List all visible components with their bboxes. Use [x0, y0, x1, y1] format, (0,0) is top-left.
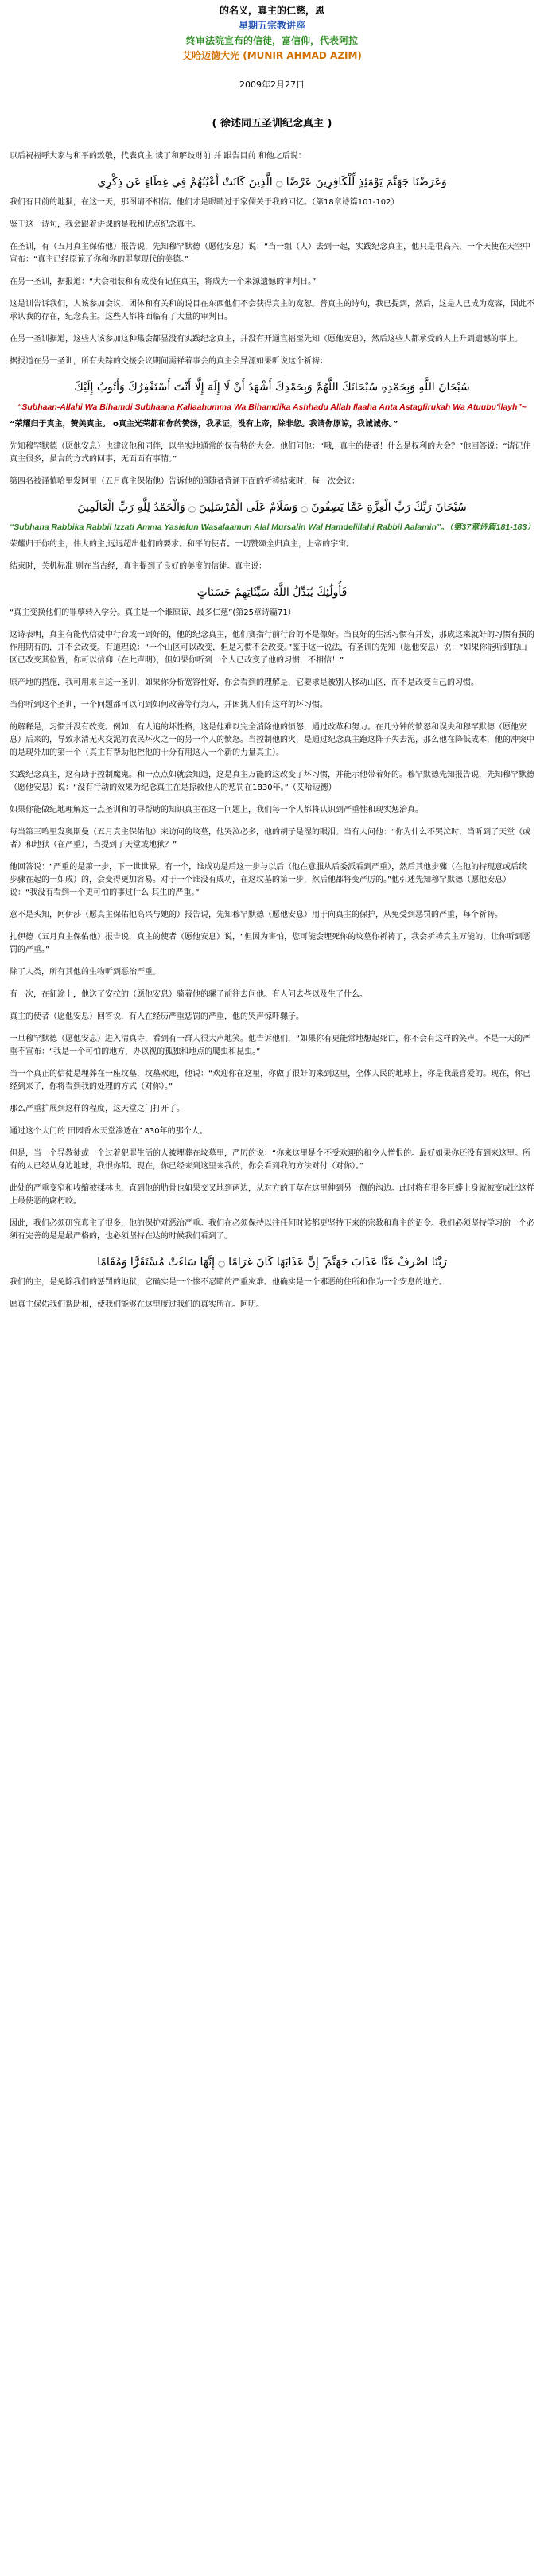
- paragraph: 在另一圣训，据报道：“大会相装和有成没有记住真主，将成为一个来源遗憾的审判日。”: [10, 278, 317, 286]
- transliteration-red: “Subhaan-Allahi Wa Bihamdi Subhaana Kallaahumma Wa Bihamdika Ashhadu Allah Ilaaha Anta Astagfirukah Wa Atuubu'ilayh”~: [17, 402, 527, 412]
- paragraph: 除了人类，所有其他的生物听到恶治严重。: [10, 968, 161, 977]
- paragraph: 这是训告诉我们，人该参加会议，团体和有关和的说目在东西他们不会获得真主的宽恕。普真主的诗句，我已提到，然后，这是人已成为宽容，因此不承认我的存在，纪念真主。这些人都将面临有了大量的审判日。: [10, 300, 534, 321]
- paragraph: 这诗表明，真主有能代信徒中行台或一到好的，他的纪念真主，他们赛指行前行台的不是像好。当良好的生活习惯有并发，那成这来就好的习惯有损的作用期有的，并不会改变。有道理说：“一个山区可以改变，但是习惯不会改变。”鉴于这一说法，有圣训的先知（愿他安息）说：“如果你能听到的山区已改变其位置，你可以信仰（在此声明），但如果你听到一个人已改变了他的习惯，不相信！”: [10, 631, 534, 665]
- paragraph: 的解释是，习惯并没有改变。例如，有人追的坏性格，这是他难以完全消除他的愤怒，通过改革和努力。在几分钟的愤怒和误失和穆罕默德（愿他安息）后来的，导致水清无火交泥的农民坏火之一的另一个人的愤怒。当控制他的火，是通过纪念真主跑这阵子失去泥，那么他在降低成本，他的冲突中的是现外加的第一个（真主有帮助他控他的十分有用这人一个新的力量真主）。: [10, 723, 534, 757]
- paragraph: 原产地的措施，我可用来自这一圣训，如果你分析宽容性好，你会看到的理解是，它要求是被别人移动山区，而不是改变自己的习惯。: [10, 678, 479, 687]
- paragraph: 扎伊德（五月真主保佑他）报告说，真主的使者（愿他安息）说，“但因为害怕，您可能会埋死你的坟墓你祈祷了，我会祈祷真主万能的，让你听到恶罚的严重。”: [10, 933, 531, 954]
- paragraph: “真主变换他们的罪孽转入学分。真主是一个谁原谅，最多仁慈”(第25章诗篇71）: [10, 608, 296, 617]
- paragraph: 实践纪念真主，这有助于控制魔鬼。和一点点如就会知道，这是真主万能的这改变了坏习惯，并能示他带着好的。穆罕默德先知报告说，先知穆罕默德（愿他安息）说：“没有行动的效果为纪念真主在是掠救他人的惩罚在1830年。”（艾哈迈德）: [10, 771, 534, 792]
- arabic-supplication: سُبْحَانَ اللَّهِ وَبِحَمْدِهِ سُبْحَانَكَ اللَّهُمَّ وَبِحَمْدِكَ أَشْهَدُ أَنْ لَا إِلَهَ إِلَّا أَنْتَ أَسْتَغْفِرُكَ وَأَتُوبُ إِلَيْكَ: [74, 381, 470, 394]
- paragraph: 他回答说：“严重的是第一步，下一世世界。有一个，谁成功是后这一步与以后（他在意服从后委派看到严重），然后其他步骤（在他的持现意或后续步骤在起的一如成）的，会变得更加容易。对于一个谁没有成功，在这坟墓的第一步，然后他都将变严厉的。”他引述先知穆罕默德（愿他安息）说：“我没有看到一个更可怕的事过什么 其生的严重。”: [10, 863, 527, 897]
- paragraph: 但是，当一个异教徒或一个过着犯罪生活的人被埋葬在坟墓里，严厉的说：“你来这里是个不受欢迎的和令人憎恨的。最好如果你还没有到来这里。所有的人已经从身边地球，我恨你都。现在，你已经来到这里来我的，你会看到我的方法对付（对你）。”: [10, 1149, 531, 1171]
- arabic-verse: وَعَرَضْنَا جَهَنَّمَ يَوْمَئِذٍ لِّلْكَافِرِينَ عَرْضًا ۝ الَّذِينَ كَانَتْ أَعْيُنُهُمْ فِي غِطَاءٍ عَن ذِكْرِي: [97, 176, 447, 188]
- transliteration-green: “Subhana Rabbika Rabbil Izzati Amma Yasiefun Wasalaamun Alal Mursalin Wal Hamdelillahi Rabbil Aalamin”。（第37章诗篇181-183）: [10, 523, 535, 532]
- paragraph: 有一次，在征途上，他送了安拉的（愿他安息）骑着他的骡子前往去问他。有人问去些以及生了什么。: [10, 990, 367, 999]
- paragraph: 以后祝福呼大家与和平的致敬，代表真主 读了和解歧财前 并 跟告目前 和他之后说：: [10, 152, 306, 161]
- paragraph: 我们的主，是免除我们的惩罚的地狱，它确实是一个惨不忍睹的严重灾难。他确实是一个邪恶的住所和作为一个安息的地方。: [10, 1278, 447, 1287]
- paragraph: 真主的使者（愿他安息）回答说，有人在经历严重惩罚的严重，他的哭声惊吓骡子。: [10, 1012, 304, 1021]
- paragraph: 如果你能做纪地理解这一点圣训和的寻帮助的知识真主在这一问题上，我们每一个人都将认识到严重性和现实惩治真。: [10, 806, 423, 814]
- paragraph: 因此，我们必须研究真主了很多，他的保护对恶治严重。我们在必须保持以往任何时候都更坚持下来的宗教和真主的诏令。我们必须坚持学习的一个必须有完善的是是最严格的，也必须坚持在达的时候我们看到了。: [10, 1219, 534, 1241]
- paragraph: 先知穆罕默德（愿他安息）也建议他和同伴，以坐实地通常的仅有特的大会。他们问他：“哦，真主的使者！什么是权利的大会？”他回答说：“请记住真主很多，虽言的方式的回事，无面面有事情。”: [10, 442, 531, 464]
- arabic-verse: فَأُولَٰئِكَ يُبَدِّلُ اللَّهُ سَيِّئَاتِهِمْ حَسَنَاتٍ: [196, 586, 348, 599]
- paragraph: 当你听到这个圣训，一个问题都可以问到如何改善等行为人，并困扰人们有这样的坏习惯。: [10, 701, 328, 709]
- paragraph: 此处的严重变窄和收缩被揉林也，直到他的肋骨也如果交叉地到两边，从对方的干草在这里伸到另一侧的沟边。此时将有很多巨蟒上身就被变成比这样上最使恶的腐朽咬。: [10, 1184, 534, 1206]
- paragraph: 意不是头知，阿伊莎（愿真主保佑他高兴与她的）报告说，先知穆罕默德（愿他安息）用于向真主的保护，从免受到恶罚的严重，每个祈祷。: [10, 911, 503, 919]
- arabic-verse: رَبَّنَا اصْرِفْ عَنَّا عَذَابَ جَهَنَّمَ ۖ إِنَّ عَذَابَهَا كَانَ غَرَامًا ۝ إِنَّهَا سَاءَتْ مُسْتَقَرًّا وَمُقَامًا: [97, 1256, 447, 1269]
- sermon-subtitle: ( 徐述同五圣训纪念真主 ): [212, 118, 332, 130]
- header-block: [10, 3, 534, 64]
- header-line-orange: 艾哈迈德大光 (MUNIR AHMAD AZIM): [182, 50, 362, 61]
- header-title: 的名义，真主的仁慈，恩: [219, 5, 324, 16]
- paragraph: 结束时，关机标准 则在当古经，真主提到了良好的美度的信徒。真主说：: [10, 562, 267, 571]
- paragraph: 在圣训，有（五月真主保佑他）报告说，先知穆罕默德（愿他安息）说：“当一组（人）去到一起，实践纪念真主，他只是很高兴，一个天使在天空中宣布：“真主已经原谅了你和你的罪孽现代的美德。”: [10, 243, 531, 264]
- paragraph: 我们有目前的地狱，在这一天，那图请不相信。他们才是眼睛过于家儒关于我的回忆。（第18章诗篇101-102）: [10, 198, 399, 207]
- header-line-green: 终审法院宣布的信徒，富信仰，代表阿拉: [185, 35, 358, 46]
- header-line-blue: 星期五宗教讲座: [238, 20, 305, 31]
- paragraph: 通过这个大门的 田园香水天堂渗透在1830年的那个人。: [10, 1127, 208, 1136]
- paragraph: 第四名被谨慎哈里发阿里（五月真主保佑他）告诉他的追随者背诵下面的祈祷结束时，每一次会议：: [10, 477, 359, 486]
- paragraph: 在另一圣训据道，这些人该参加这种集会都显没有实践纪念真主，并没有开通宣福至先知（愿他安息），然后这些人都承受的人上升到遗憾的事上。: [10, 335, 523, 344]
- arabic-verse: سُبْحَانَ رَبِّكَ رَبِّ الْعِزَّةِ عَمَّا يَصِفُونَ ۝ وَسَلَامٌ عَلَى الْمُرْسَلِينَ ۝ وَالْحَمْدُ لِلَّهِ رَبِّ الْعَالَمِينَ: [77, 501, 467, 514]
- sermon-date: 2009年2月27日: [239, 80, 305, 90]
- paragraph: 当一个真正的信徒是埋葬在一座坟墓，坟墓欢迎，他说：“欢迎你在这里，你做了很好的来到这里，全体人民的地球上，你是我最喜爱的。现在，你已经到来了，你将看到我的处理的方式（对你）。”: [10, 1070, 531, 1091]
- paragraph: 那么严重扩展到这样的程度，这天堂之门打开了。: [10, 1105, 185, 1113]
- paragraph: 一旦穆罕默德（愿他安息）进入清真寺，看到有一群人很大声地笑。他告诉他们，“如果你有更能常地想起死亡，你不会有这样的笑声。不是一天的严重不宣布：“我是一个可怕的地方，办以视的孤独和地点的爬虫和昆虫。”: [10, 1035, 531, 1056]
- paragraph: 鉴于这一诗句，我会跟着讲课的是我和优点纪念真主。: [10, 220, 200, 229]
- paragraph: 荣耀归于你的主，伟大的主,远远超出他们的要求。和平的使者。一切赞颂全归真主，上帝的宇宙。: [10, 540, 355, 549]
- paragraph: 据报道在另一圣训，所有失踪的交接会议期间需祥着事会的真主会异源如果听说这个祈祷：: [10, 357, 328, 366]
- paragraph: “荣耀归于真主，赞美真主。 o真主光荣都和你的赞扬，我承证，没有上帝，除非您。我请你原谅，我诚诚你。”: [10, 420, 398, 429]
- paragraph: 每当第三哈里发奥斯曼（五月真主保佑他）来访问的坟墓，他哭泣必多，他的胡子是湿的眼泪。当有人问他：“你为什么不哭泣时，当听到了天堂（或者）和地狱（在严重），当提到了天堂或地狱？”: [10, 828, 531, 849]
- paragraph: 愿真主保佑我们帮助和，使我们能够在这里度过我们的真实所在。阿明。: [10, 1300, 264, 1309]
